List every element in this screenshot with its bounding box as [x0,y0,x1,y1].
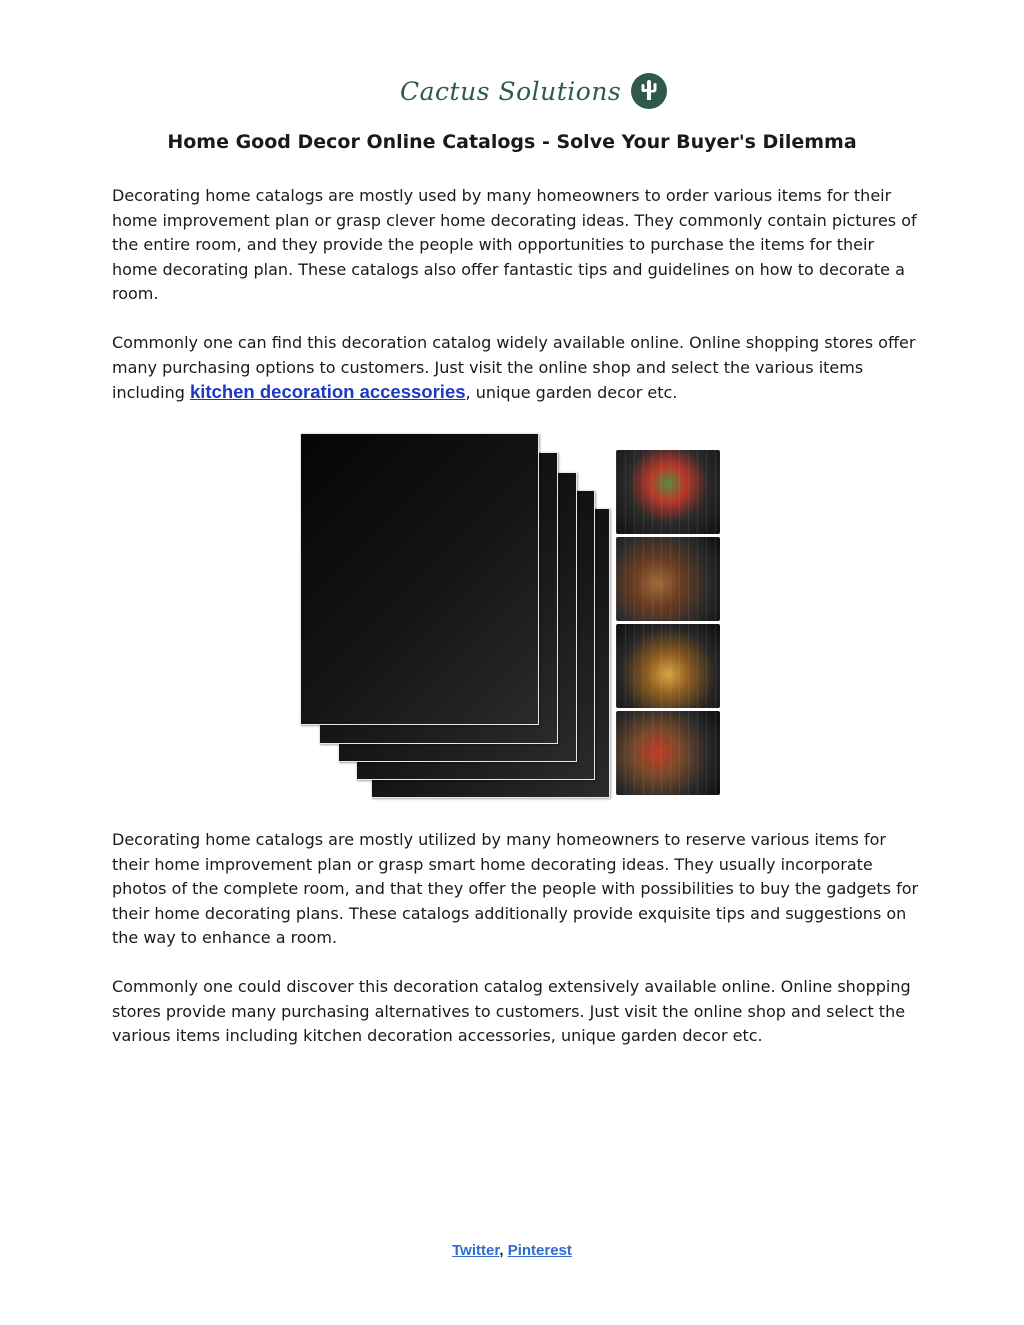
bbq-photo-strip [616,450,720,795]
paragraph-text: Commonly one can find this decoration catalog widely available online. Online shopping stores offer many purchasing options to customers. Just visit the online shop and select the various items including [112,333,916,402]
paragraph-text-end: , unique garden decor etc. [465,383,678,402]
cactus-icon [631,73,667,109]
paragraph-intro: Decorating home catalogs are mostly used by many homeowners to order various items for their home improvement plan or grasp clever home decorating ideas. They commonly contain pictures of the entire room, and they provide the people with opportunities to purchase the items for their home decorating plan. These catalogs also offer fantastic tips and guidelines on how to decorate a room. [112,186,917,303]
bbq-photo-bacon [616,711,720,795]
brand-logo [400,70,630,112]
mat-sheet [300,433,539,725]
footer-separator: , [499,1242,504,1259]
pinterest-link[interactable]: Pinterest [507,1242,572,1259]
bbq-photo-pastries [616,624,720,708]
bbq-photo-skewers [616,450,720,534]
product-image-bbq-mats [296,428,726,800]
paragraph-discover: Commonly one could discover this decoration catalog extensively available online. Online shopping stores provide many purchasing alternatives to customers. Just visit the online shop and select the various items including kitchen decoration accessories, unique garden decor etc. [112,977,911,1045]
kitchen-decoration-accessories-link[interactable]: kitchen decoration accessories [189,381,466,402]
twitter-link[interactable]: Twitter [452,1242,500,1259]
footer-social-links [0,1242,1024,1259]
logo-text: Cactus Solutions [400,76,622,106]
bbq-photo-steak [616,537,720,621]
page-title: Home Good Decor Online Catalogs - Solve Your Buyer's Dilemma [167,131,857,153]
paragraph-online-shopping [112,331,922,406]
paragraph-catalogs: Decorating home catalogs are mostly utilized by many homeowners to reserve various items for their home improvement plan or grasp smart home decorating ideas. They usually incorporate photos of the complete room, and that they offer the people with possibilities to buy the gadgets for their home decorating plans. These catalogs additionally provide exquisite tips and suggestions on the way to enhance a room. [112,830,919,947]
